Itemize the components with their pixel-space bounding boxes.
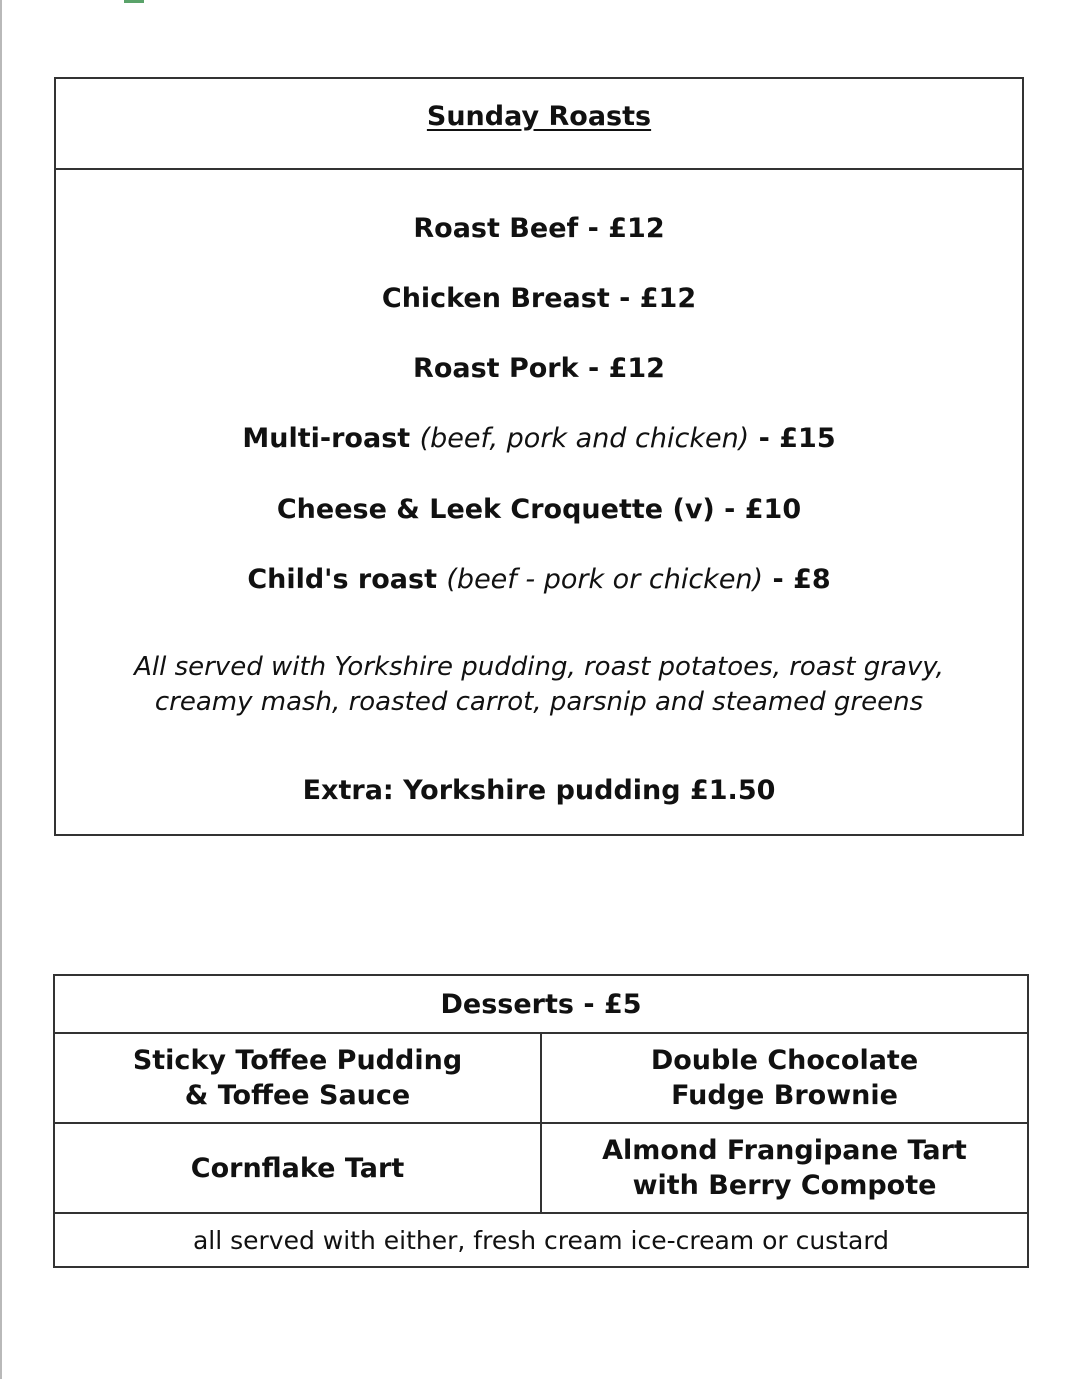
menu-item-name: Cheese & Leek Croquette (v) <box>276 494 715 525</box>
menu-item-childs-roast <box>56 564 1022 596</box>
dessert-name-line: with Berry Compote <box>632 1170 937 1201</box>
menu-item-cheese-leek-croquette <box>56 494 1022 526</box>
menu-item-roast-beef <box>56 213 1022 245</box>
menu-item-chicken-breast <box>56 283 1022 315</box>
dessert-name-line: Cornflake Tart <box>190 1152 405 1184</box>
menu-item-price: - £12 <box>609 283 697 314</box>
served-note-line: creamy mash, roasted carrot, parsnip and steamed greens <box>154 687 924 717</box>
menu-item-desc: (beef, pork and chicken) <box>419 423 750 454</box>
dessert-name-line: Double Chocolate <box>650 1045 919 1076</box>
dessert-name-line: Sticky Toffee Pudding <box>132 1045 463 1076</box>
menu-item-name: Child's roast <box>247 564 447 595</box>
dessert-name-line: Almond Frangipane Tart <box>602 1135 967 1166</box>
menu-item-multi-roast <box>56 423 1022 455</box>
menu-item-name: Multi-roast <box>242 423 420 454</box>
desserts-table <box>53 974 1029 1268</box>
dessert-name-line: & Toffee Sauce <box>184 1080 411 1111</box>
menu-item-price: - £10 <box>714 494 802 525</box>
dessert-cornflake-tart <box>54 1123 541 1213</box>
menu-item-price: - £12 <box>578 353 665 384</box>
menu-item-price: - £15 <box>749 423 836 454</box>
dessert-sticky-toffee-pudding <box>54 1033 541 1123</box>
dessert-almond-frangipane-tart <box>541 1123 1028 1213</box>
sunday-roasts-section <box>54 77 1024 836</box>
page-left-edge <box>0 0 2 1379</box>
menu-item-price: - £12 <box>578 213 665 244</box>
dessert-double-chocolate-brownie <box>541 1033 1028 1123</box>
dessert-name-line: Fudge Brownie <box>671 1080 898 1111</box>
top-edge-mark <box>124 0 144 3</box>
menu-item-name: Roast Beef <box>413 213 579 244</box>
served-note-line: All served with Yorkshire pudding, roast potatoes, roast gravy, <box>134 652 944 682</box>
desserts-footer-note: all served with either, fresh cream ice-cream or custard <box>54 1213 1028 1267</box>
menu-item-price: - £8 <box>763 564 831 595</box>
menu-item-roast-pork <box>56 353 1022 385</box>
desserts-title: Desserts - £5 <box>54 975 1028 1033</box>
menu-item-name: Chicken Breast <box>381 283 610 314</box>
sunday-roasts-header <box>56 79 1022 170</box>
extra-yorkshire-pudding: Extra: Yorkshire pudding £1.50 <box>302 775 776 806</box>
menu-item-desc: (beef - pork or chicken) <box>446 564 764 595</box>
served-with-note <box>56 650 1022 720</box>
sunday-roasts-title: Sunday Roasts <box>426 101 652 132</box>
menu-item-name: Roast Pork <box>413 353 579 384</box>
